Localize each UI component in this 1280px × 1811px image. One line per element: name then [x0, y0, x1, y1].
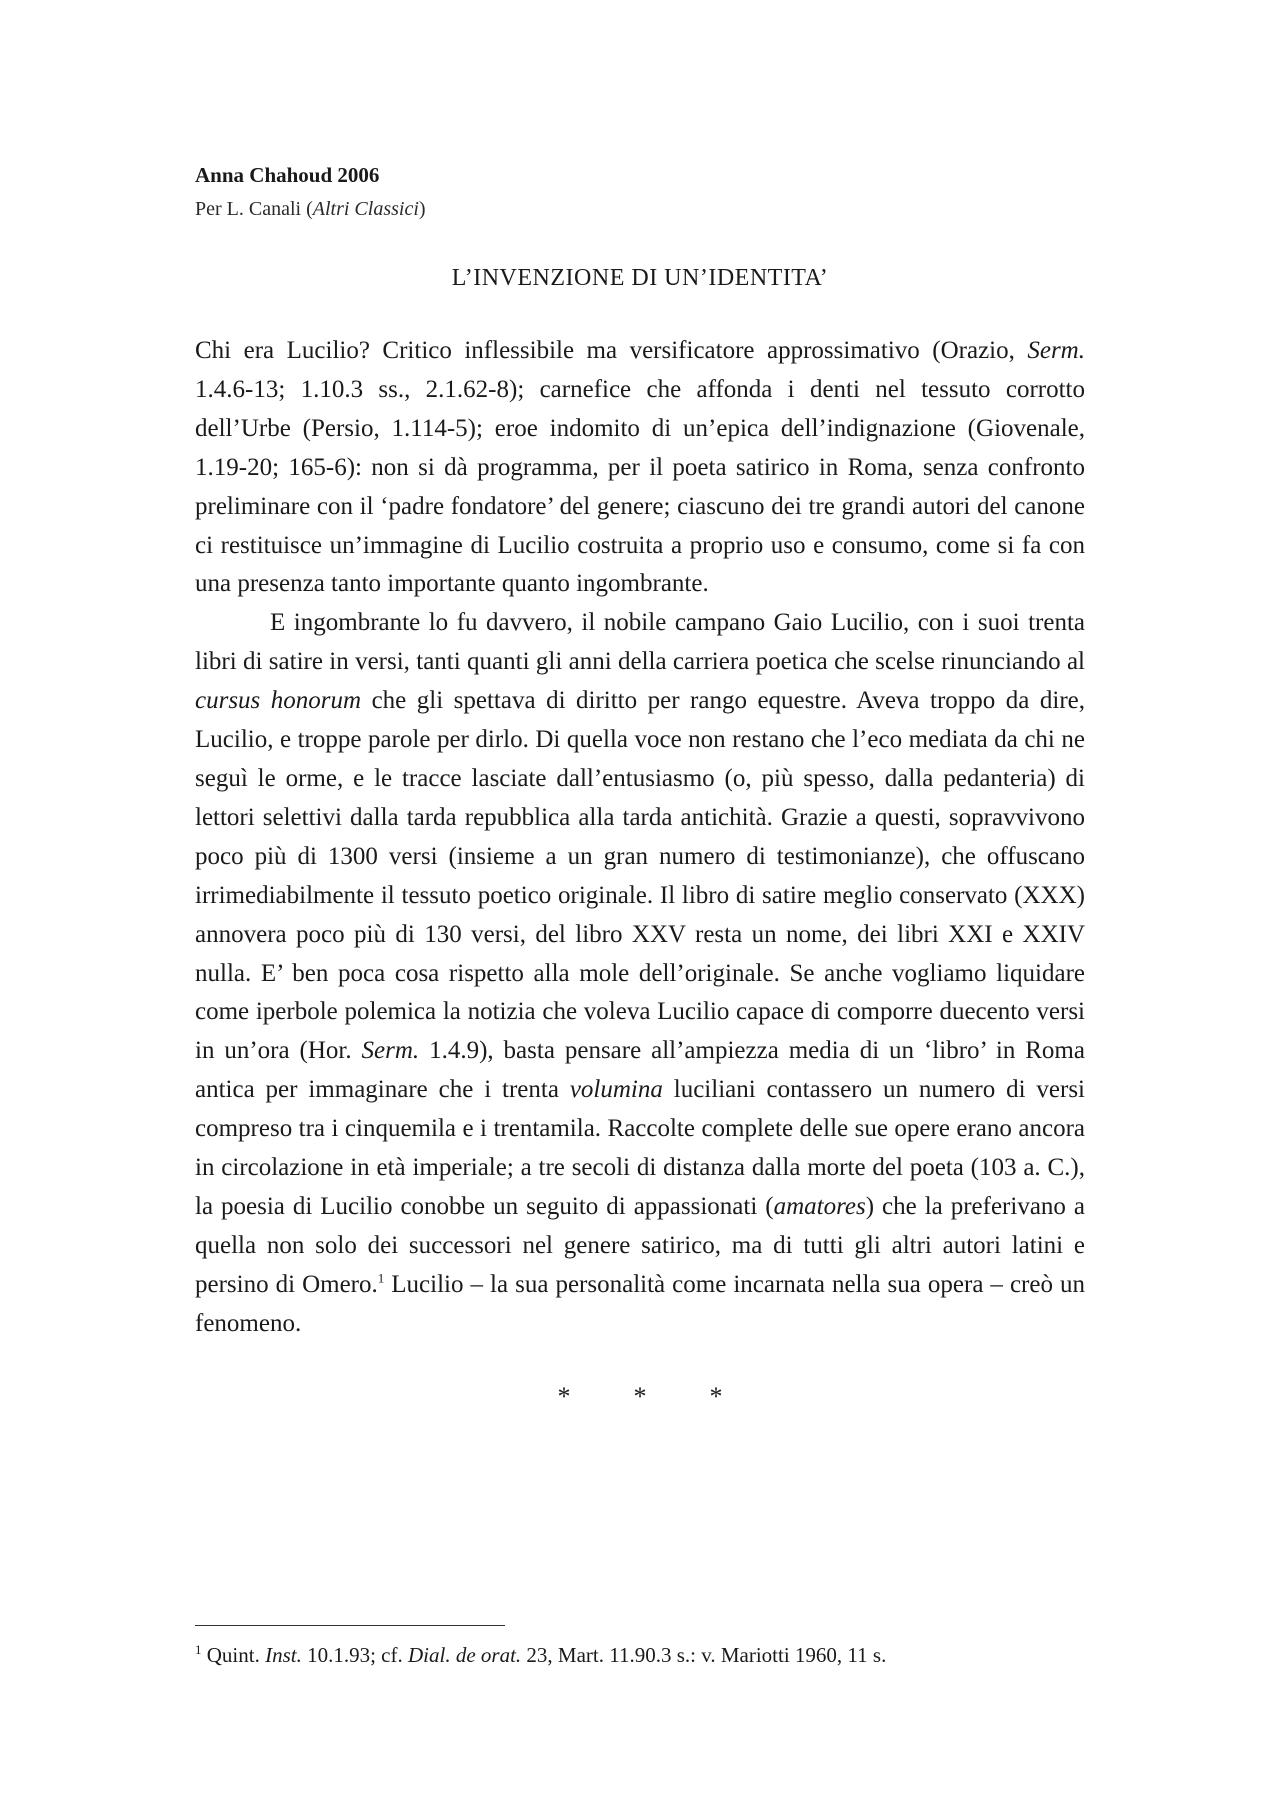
footnote-1 [195, 1640, 1085, 1670]
author-line: Anna Chahoud 2006 [195, 163, 380, 187]
footnote-text-e: 23, Mart. 11.90.3 s.: v. Mariotti 1960, 11 s. [521, 1643, 887, 1667]
dedication-line [195, 194, 1085, 224]
footnote-divider [195, 1625, 505, 1626]
paragraph-2-text-c: che gli spettava di diritto per rango equestre. Aveva troppo da dire, Lucilio, e troppe parole per dirlo. Di quella voce non restano che l’eco mediata da chi ne seguì le orme, e le tracce lasciate dall’entusiasmo (o, più spesso, dalla pedanteria) di lettori selettivi dalla tarda repubblica alla tarda antichità. Grazie a questi, sopravvivono poco più di 1300 versi (insieme a un gran numero di testimonianze), che offuscano irrimediabilmente il tessuto poetico originale. Il libro di satire meglio conservato (XXX) annovera poco più di 130 versi, del libro XXV resta un nome, dei libri XXI e XXIV nulla. E’ ben poca cosa rispetto alla mole dell’originale. Se anche vogliamo liquidare come iperbole polemica la notizia che voleva Lucilio capace di comporre duecento versi in un’ora (Hor. [195, 687, 1085, 1065]
footnote-italic-dial: Dial. de orat. [408, 1643, 522, 1667]
paragraph-1-italic-serm: Serm. [1027, 337, 1085, 364]
paragraph-2-text-i: ) che la preferivano a quella non solo dei successori nel genere satirico, ma di tutti gli altri autori latini e persino di Omero. [195, 1192, 1085, 1298]
page-title: L’INVENZIONE DI UN’IDENTITA’ [451, 265, 829, 291]
paragraph-2-text-g: luciliani contassero un numero di versi compreso tra i cinquemila e i trentamila. Raccolte complete delle sue opere erano ancora in circolazione in età imperiale; a tre secoli di distanza dalla morte del poeta (103 a. C.), la poesia di Lucilio conobbe un seguito di appassionati ( [195, 1076, 1085, 1220]
dedication-prefix: Per L. Canali ( [195, 198, 313, 220]
footnote-number: 1 [195, 1642, 202, 1657]
footnote-text-c: 10.1.93; cf. [301, 1643, 408, 1667]
dedication-suffix: ) [418, 198, 426, 220]
dedication-series: Altri Classici [312, 198, 419, 220]
paragraph-1-text-c: 1.4.6-13; 1.10.3 ss., 2.1.62-8); carnefice che affonda i denti nel tessuto corrotto dell’Urbe (Persio, 1.114-5); eroe indomito di un’epica dell’indignazione (Giovenale, 1.19-20; 165-6): non si dà programma, per il poeta satirico in Roma, senza confronto preliminare con il ‘padre fondatore’ del genere; ciascuno dei tre grandi autori del canone ci restituisce un’immagine di Lucilio costruita a proprio uso e consumo, come si fa con una presenza tanto importante quanto ingombrante. [195, 375, 1085, 598]
paragraph-2-italic-amatores: amatores [773, 1192, 866, 1220]
paragraph-2-text-e: 1.4.9), basta pensare all’ampiezza media di un ‘libro’ in Roma antica per immaginare che i trenta [195, 1037, 1085, 1104]
separator-asterisk: * [557, 1381, 571, 1411]
section-separator [195, 1382, 1085, 1412]
paragraph-2-italic-volumina: volumina [569, 1076, 663, 1104]
paragraph-2-text-a: E ingombrante lo fu davvero, il nobile campano Gaio Lucilio, con i suoi trenta libri di satire in versi, tanti quanti gli anni della carriera poetica che scelse rinunciando al [195, 609, 1085, 676]
document-page [195, 160, 1085, 1412]
paragraph-1-text-a: Chi era Lucilio? Critico inflessibile ma versificatore approssimativo (Orazio, [195, 337, 1028, 364]
footnote-reference[interactable]: 1 [377, 1270, 385, 1286]
paragraph-1 [195, 332, 1085, 604]
separator-asterisk: * [709, 1381, 723, 1411]
paragraph-2-italic-serm: Serm. [361, 1037, 420, 1065]
footnote-text-a: Quint. [201, 1643, 266, 1667]
separator-asterisk: * [633, 1381, 647, 1411]
footnote-italic-inst: Inst. [265, 1643, 302, 1667]
paragraph-2-italic-cursus: cursus honorum [195, 687, 362, 715]
paragraph-2-text-j: Lucilio – la sua personalità come incarnata nella sua opera – creò un fenomeno. [195, 1270, 1085, 1337]
paragraph-2 [195, 604, 1085, 1343]
